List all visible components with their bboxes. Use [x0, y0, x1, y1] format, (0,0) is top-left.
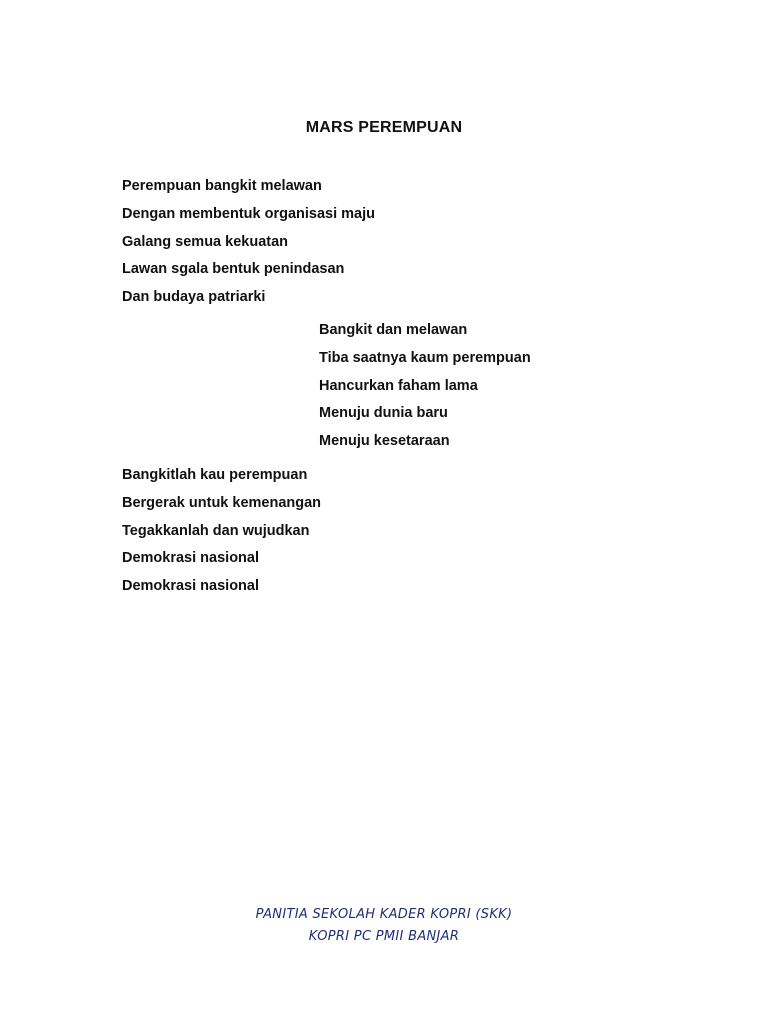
- lyric-line: Hancurkan faham lama: [319, 377, 478, 394]
- page-title: MARS PEREMPUAN: [305, 119, 463, 136]
- lyric-line: Menuju kesetaraan: [319, 433, 450, 450]
- verse-2: [122, 462, 321, 601]
- lyric-line: Bergerak untuk kemenangan: [122, 494, 322, 511]
- verse-1: [122, 173, 375, 312]
- lyric-line: Bangkitlah kau perempuan: [122, 467, 308, 483]
- lyric-line: Lawan sgala bentuk penindasan: [122, 261, 345, 278]
- lyric-line: Demokrasi nasional: [122, 550, 259, 567]
- lyric-line: Menuju dunia baru: [319, 405, 448, 422]
- lyric-line: Demokrasi nasional: [122, 578, 259, 595]
- footer-line-organization: KOPRI PC PMII BANJAR: [308, 929, 460, 944]
- lyric-line: Perempuan bangkit melawan: [122, 178, 322, 194]
- lyric-line: Dengan membentuk organisasi maju: [122, 205, 376, 222]
- footer-line-committee: PANITIA SEKOLAH KADER KOPRI (SKK): [255, 907, 513, 922]
- footer-credit: [0, 904, 768, 948]
- lyric-line: Galang semua kekuatan: [122, 233, 289, 250]
- lyric-line: Tiba saatnya kaum perempuan: [319, 349, 531, 366]
- lyric-line: Dan budaya patriarki: [122, 289, 266, 306]
- lyric-line: Bangkit dan melawan: [319, 322, 468, 338]
- lyric-line: Tegakkanlah dan wujudkan: [122, 522, 310, 539]
- chorus: [319, 317, 531, 456]
